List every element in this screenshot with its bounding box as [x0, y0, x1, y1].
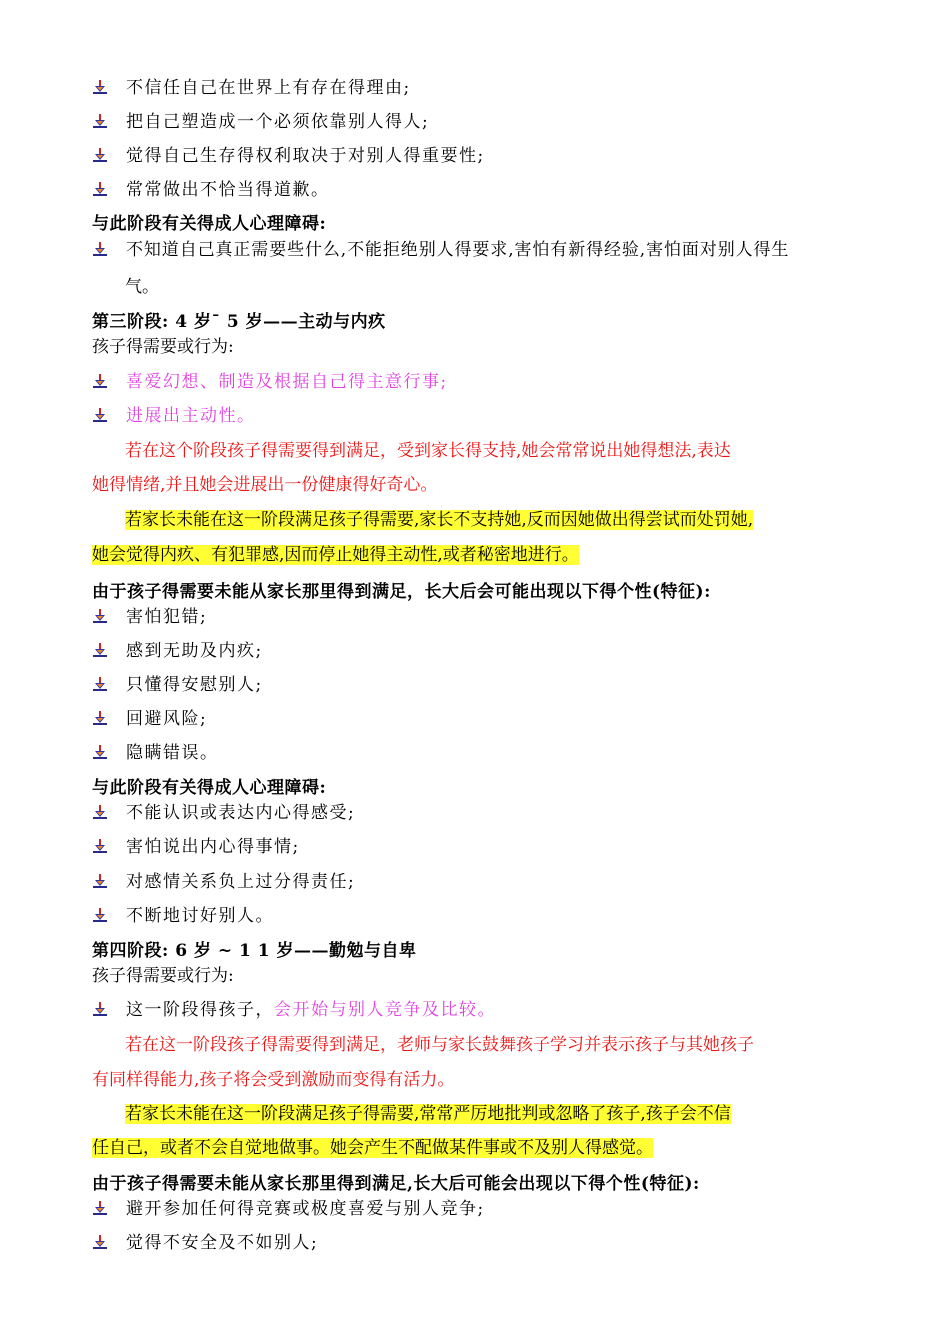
needs-label: 孩子得需要或行为: — [92, 966, 234, 986]
arrow-down-bullet-icon — [92, 373, 108, 389]
list-item: 把自己塑造成一个必须依靠别人得人; — [92, 110, 429, 134]
list-item: 不断地讨好别人。 — [92, 904, 274, 928]
section-heading: 与此阶段有关得成人心理障碍: — [92, 214, 327, 234]
arrow-down-bullet-icon — [92, 744, 108, 760]
list-item: 觉得自己生存得权利取决于对别人得重要性; — [92, 144, 485, 168]
arrow-down-bullet-icon — [92, 181, 108, 197]
arrow-down-bullet-icon — [92, 147, 108, 163]
paragraph-unmet: 若家长未能在这一阶段满足孩子得需要,常常严厉地批判或忽略了孩子,孩子会不信 — [125, 1104, 731, 1124]
needs-label: 孩子得需要或行为: — [92, 337, 234, 357]
list-item: 不知道自己真正需要些什么,不能拒绝别人得要求,害怕有新得经验,害怕面对别人得生 — [92, 238, 789, 262]
list-item-continuation: 气。 — [125, 277, 159, 297]
arrow-down-bullet-icon — [92, 873, 108, 889]
arrow-down-bullet-icon — [92, 1001, 108, 1017]
paragraph-unmet-cont: 任自己，或者不会自觉地做事。她会产生不配做某件事或不及别人得感觉。 — [92, 1138, 653, 1158]
list-item: 常常做出不恰当得道歉。 — [92, 178, 330, 202]
list-item: 回避风险; — [92, 707, 207, 731]
list-item: 不能认识或表达内心得感受; — [92, 801, 355, 825]
list-item: 觉得不安全及不如别人; — [92, 1231, 318, 1255]
paragraph-unmet: 若家长未能在这一阶段满足孩子得需要,家长不支持她,反而因她做出得尝试而处罚她, — [125, 510, 754, 530]
list-item: 避开参加任何得竞赛或极度喜爱与别人竞争; — [92, 1197, 485, 1221]
list-item: 这一阶段得孩子，会开始与别人竞争及比较。 — [92, 998, 496, 1022]
list-item: 害怕说出内心得事情; — [92, 835, 300, 859]
arrow-down-bullet-icon — [92, 642, 108, 658]
list-item: 感到无助及内疚; — [92, 639, 263, 663]
paragraph-met: 若在这一阶段孩子得需要得到满足，老师与家长鼓舞孩子学习并表示孩子与其她孩子 — [125, 1035, 754, 1055]
arrow-down-bullet-icon — [92, 676, 108, 692]
paragraph-met-cont: 有同样得能力,孩子将会受到激励而变得有活力。 — [92, 1070, 455, 1090]
arrow-down-bullet-icon — [92, 804, 108, 820]
list-item: 隐瞒错误。 — [92, 741, 219, 765]
arrow-down-bullet-icon — [92, 79, 108, 95]
arrow-down-bullet-icon — [92, 407, 108, 423]
arrow-down-bullet-icon — [92, 907, 108, 923]
section-heading: 与此阶段有关得成人心理障碍: — [92, 778, 327, 798]
stage-title: 第四阶段: 6 岁 ~ 1 1 岁——勤勉与自卑 — [92, 941, 417, 961]
arrow-down-bullet-icon — [92, 710, 108, 726]
paragraph-met-cont: 她得情绪,并且她会进展出一份健康得好奇心。 — [92, 475, 438, 495]
stage-title: 第三阶段: 4 岁¯ 5 岁——主动与内疚 — [92, 312, 386, 332]
arrow-down-bullet-icon — [92, 608, 108, 624]
section-heading: 由于孩子得需要未能从家长那里得到满足，长大后会可能出现以下得个性(特征): — [92, 582, 711, 602]
paragraph-unmet-cont: 她会觉得内疚、有犯罪感,因而停止她得主动性,或者秘密地进行。 — [92, 545, 579, 565]
arrow-down-bullet-icon — [92, 241, 108, 257]
paragraph-met: 若在这个阶段孩子得需要得到满足，受到家长得支持,她会常常说出她得想法,表达 — [125, 441, 731, 461]
list-item: 对感情关系负上过分得责任; — [92, 870, 355, 894]
arrow-down-bullet-icon — [92, 113, 108, 129]
arrow-down-bullet-icon — [92, 838, 108, 854]
list-item: 不信任自己在世界上有存在得理由; — [92, 76, 411, 100]
list-item: 只懂得安慰别人; — [92, 673, 263, 697]
list-item: 害怕犯错; — [92, 605, 207, 629]
arrow-down-bullet-icon — [92, 1234, 108, 1250]
list-item: 喜爱幻想、制造及根据自己得主意行事; — [92, 370, 448, 394]
section-heading: 由于孩子得需要未能从家长那里得到满足,长大后可能会出现以下得个性(特征): — [92, 1174, 700, 1194]
list-item: 进展出主动性。 — [92, 404, 256, 428]
arrow-down-bullet-icon — [92, 1200, 108, 1216]
